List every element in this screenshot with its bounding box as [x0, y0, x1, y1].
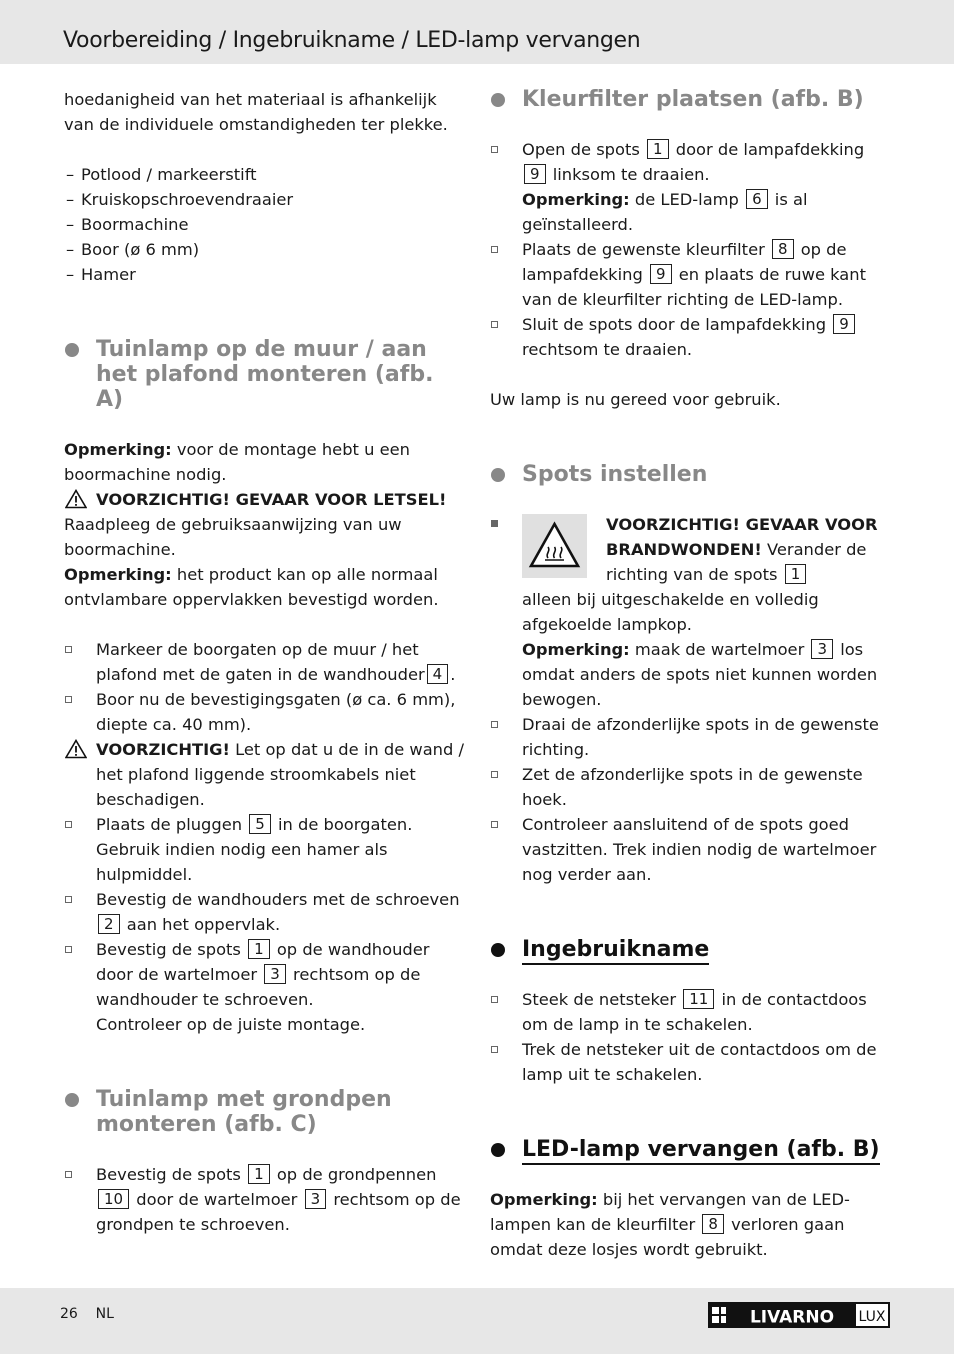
reference-number: 11 [683, 989, 714, 1009]
bullet-dot-icon [491, 93, 505, 107]
list-item: Sluit de spots door de lampafdekking 9 rechtsom te draaien. [490, 312, 892, 362]
tool-item: – Boor (ø 6 mm) [66, 240, 200, 259]
list-item: Steek de netsteker 11 in de contactdoos om de lamp in te schakelen. [490, 987, 892, 1037]
right-column [490, 87, 892, 1262]
tool-item: – Hamer [66, 265, 136, 284]
list-item: Trek de netsteker uit de contactdoos om de lamp uit te schakelen. [490, 1037, 892, 1087]
section-heading-ground-spike: Tuinlamp met grondpen monteren (afb. C) [64, 1087, 464, 1137]
section-heading-wall-mount: Tuinlamp op de muur / aan het plafond monteren (afb. A) [64, 337, 464, 412]
page-header [0, 0, 954, 64]
list-item: Plaats de pluggen 5 in de boorgaten. Gebruik indien nodig een hamer als hulpmiddel. [64, 812, 464, 887]
list-item: Draai de afzonderlijke spots in de gewenste richting. [490, 712, 892, 762]
reference-number: 1 [248, 1164, 270, 1184]
reference-number: 1 [248, 939, 270, 959]
list-item: Boor nu de bevestigingsgaten (ø ca. 6 mm), diepte ca. 40 mm). [64, 687, 464, 737]
list-item: Bevestig de spots 1 op de wandhouder door de wartelmoer 3 rechtsom op de wandhouder te schroeven. Controleer op de juiste montage. [64, 937, 464, 1037]
reference-number: 3 [811, 639, 833, 659]
hot-surface-icon [522, 514, 587, 578]
page-number: 26 NL [60, 1306, 114, 1322]
reference-number: 5 [249, 814, 271, 834]
reference-number: 8 [772, 239, 794, 259]
reference-number: 3 [305, 1189, 327, 1209]
tool-item: – Boormachine [66, 215, 189, 234]
section-heading-replace-led: LED-lamp vervangen (afb. B) [490, 1137, 892, 1162]
logo-sub-text: LUX [858, 1309, 886, 1325]
ready-text: Uw lamp is nu gereed voor gebruik. [490, 390, 781, 409]
list-item: Zet de afzonderlijke spots in de gewenste hoek. [490, 762, 892, 812]
reference-number: 10 [98, 1189, 129, 1209]
intro-text: hoedanigheid van het materiaal is afhankelijk van de individuele omstandigheden ter plekke. [64, 90, 448, 134]
warning-injury-text: Raadpleeg de gebruiksaanwijzing van uw boormachine. [64, 515, 402, 559]
reference-number: 9 [524, 164, 546, 184]
section-heading-color-filter: Kleurfilter plaatsen (afb. B) [490, 87, 892, 112]
reference-number: 9 [833, 314, 855, 334]
reference-number: 2 [98, 914, 120, 934]
list-item: Plaats de gewenste kleurfilter 8 op de lampafdekking 9 en plaats de ruwe kant van de kleurfilter richting de LED-lamp. [490, 237, 892, 312]
warning-injury: VOORZICHTIG! GEVAAR VOOR LETSEL! [64, 487, 464, 512]
note-replace-led: Opmerking: bij het vervangen van de LED-lampen kan de kleurfilter 8 verloren gaan omdat deze losjes wordt gebruikt. [490, 1190, 850, 1259]
reference-number: 9 [650, 264, 672, 284]
bullet-dot-icon [491, 943, 505, 957]
tool-item: – Potlood / markeerstift [66, 165, 257, 184]
livarno-lux-logo [708, 1302, 890, 1328]
reference-number: 8 [702, 1214, 724, 1234]
reference-number: 4 [427, 664, 449, 684]
note-drill: Opmerking: voor de montage hebt u een boormachine nodig. [64, 440, 410, 484]
list-item: Open de spots 1 door de lampafdekking 9 linksom te draaien. Opmerking: de LED-lamp 6 is al geïnstalleerd. [490, 137, 892, 237]
left-column [64, 87, 464, 1237]
list-item: Bevestig de wandhouders met de schroeven 2 aan het oppervlak. [64, 887, 464, 937]
bullet-dot-icon [65, 343, 79, 357]
page-title: Voorbereiding / Ingebruikname / LED-lamp vervangen [63, 28, 641, 53]
section-heading-startup: Ingebruikname [490, 937, 892, 962]
bullet-dot-icon [491, 468, 505, 482]
tool-item: – Kruiskopschroevendraaier [66, 190, 294, 209]
warning-burns: VOORZICHTIG! GEVAAR VOOR BRANDWONDEN! Verander de richting van de spots 1 [490, 512, 892, 587]
list-item: Markeer de boorgaten op de muur / het plafond met de gaten in de wandhouder 4 . [64, 637, 464, 687]
reference-number: 3 [264, 964, 286, 984]
section-heading-adjust-spots: Spots instellen [490, 462, 892, 487]
note-surfaces: Opmerking: het product kan op alle normaal ontvlambare oppervlakken bevestigd worden. [64, 565, 439, 609]
warning-triangle-icon [65, 489, 87, 509]
logo-text: LIVARNO [749, 1307, 835, 1328]
tool-list [64, 162, 464, 287]
warning-burns-cont: alleen bij uitgeschakelde en volledig afgekoelde lampkop. Opmerking: maak de wartelmoer 3 los omdat anders de spots niet kunnen worden bewogen. [522, 590, 878, 709]
warning-cables: VOORZICHTIG! Let op dat u de in de wand / het plafond liggende stroomkabels niet beschadigen. [64, 737, 464, 812]
list-item: Bevestig de spots 1 op de grondpennen 10 door de wartelmoer 3 rechtsom op de grondpen te schroeven. [64, 1162, 464, 1237]
filled-bullet-icon [491, 520, 498, 527]
reference-number: 1 [785, 564, 807, 584]
reference-number: 1 [647, 139, 669, 159]
warning-triangle-icon [65, 739, 87, 759]
bullet-dot-icon [65, 1093, 79, 1107]
list-item: Controleer aansluitend of de spots goed vastzitten. Trek indien nodig de wartelmoer nog verder aan. [490, 812, 892, 887]
reference-number: 6 [746, 189, 768, 209]
bullet-dot-icon [491, 1143, 505, 1157]
